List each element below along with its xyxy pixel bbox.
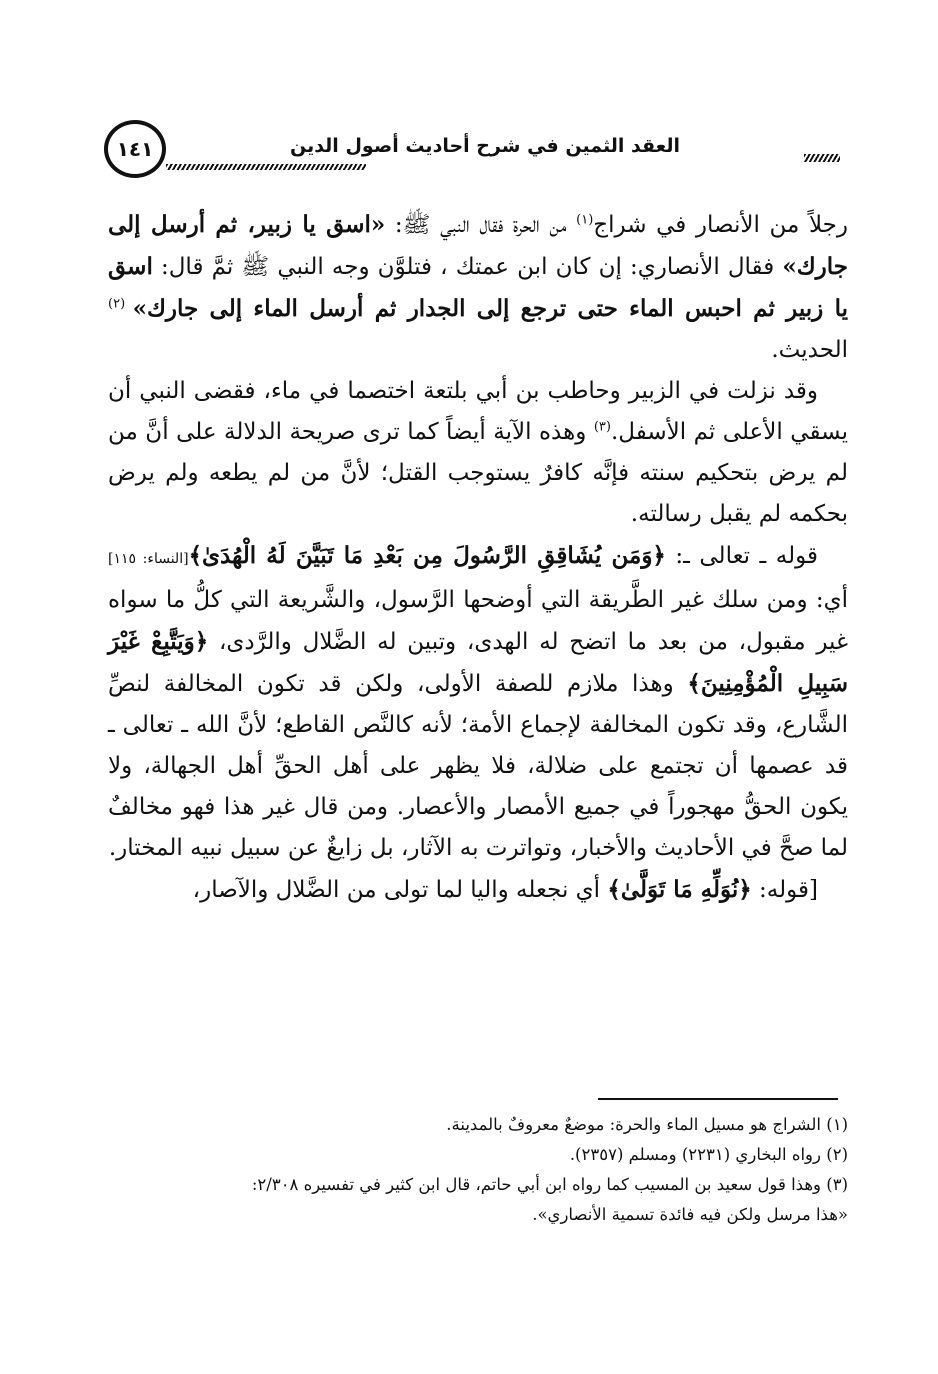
text-run: رجلاً من الأنصار في شراج [593, 212, 848, 238]
main-text [108, 204, 848, 911]
paragraph-1 [108, 204, 848, 371]
footnote-marker: (٢) [108, 296, 133, 312]
verse-reference: [النساء: ١١٥] [108, 551, 189, 567]
hadith-quote: اسق يا زبير ثم احبس الماء حتى ترجع إلى الجدار ثم أرسل الماء إلى جارك» [108, 253, 848, 322]
footnote-2: (٢) رواه البخاري (٢٢٣١) ومسلم (٢٣٥٧). [569, 1145, 848, 1164]
footnote-3: (٣) وهذا قول سعيد بن المسيب كما رواه ابن أبي حاتم، قال ابن كثير في تفسيره ٢/٣٠٨: [251, 1175, 848, 1194]
text-run: [قوله: [751, 877, 818, 903]
text-run: من الحرة فقال النبي ﷺ: [385, 212, 577, 238]
text-run: وهذه الآية أيضاً كما ترى صريحة الدلالة على أنَّ من لم يرض بتحكيم سنته فإنَّه كافرٌ يستوجب القتل؛ لأنَّ من لم يطعه ولم يرض بحكمه لم يقبل رسالته. [108, 419, 848, 527]
text-run: فقال الأنصاري: إن كان ابن عمتك ، فتلوَّن وجه النبي ﷺ ثمَّ قال: [152, 254, 783, 280]
footnote-marker: (٣) [593, 419, 611, 435]
footnote-separator [598, 1098, 838, 1100]
paragraph-3 [108, 535, 848, 869]
running-header [100, 118, 840, 188]
text-run: أي: ومن سلك غير الطَّريقة التي أوضحها الرَّسول، والشَّريعة التي كلُّ ما سواه غير مقبول، من بعد ما اتضح له الهدى، وتبين له الضَّلال والرَّدى، [108, 587, 848, 655]
text-run: وهذا ملازم للصفة الأولى، ولكن قد تكون المخالفة لنصِّ الشَّارع، وقد تكون المخالفة لإجماع الأمة؛ لأنه كالنَّص القاطع؛ لأنَّ الله ـ تعالى ـ قد عصمها أن تجتمع على ضلالة، فلا يظهر على أهل الحقِّ أهل الجهالة، ولا يكون الحقُّ مهجوراً في جميع الأمصار والأعصار. ومن قال غير هذا فهو مخالفٌ لما صحَّ في الأحاديث والأخبار، وتواترت به الآثار، بل زايغٌ عن سبيل نبيه المختار. [108, 671, 848, 861]
text-run: الحديث. [771, 337, 848, 363]
text-run: وقد نزلت في الزبير وحاطب بن أبي بلتعة اختصما في ماء، فقضى النبي أن يسقي الأعلى ثم الأسفل. [108, 378, 848, 445]
quran-verse: ﴿وَيَتَّبِعْ غَيْرَ سَبِيلِ الْمُؤْمِنِينَ﴾ [108, 628, 848, 697]
hadith-quote: «اسق يا زبير، ثم أرسل إلى جارك» [108, 211, 848, 280]
text-run: أي نجعله واليا لما تولى من الضَّلال والآصار، [192, 877, 608, 903]
footnotes [108, 1110, 848, 1230]
paragraph-2 [108, 371, 848, 535]
quran-verse: ﴿نُوَلِّهِ مَا تَوَلَّىٰ﴾ [607, 876, 752, 903]
header-rule [166, 164, 366, 170]
footnote-3-continuation: «هذا مرسل ولكن فيه فائدة تسمية الأنصاري». [532, 1205, 848, 1224]
text-run: قوله ـ تعالى ـ: [665, 543, 818, 569]
footnote-marker: (١) [576, 212, 594, 228]
book-title: العقد الثمين في شرح أحاديث أصول الدين [289, 135, 680, 157]
page-number: ١٤١ [104, 120, 166, 178]
paragraph-4 [108, 869, 848, 911]
footnote-1: (١) الشراج هو مسيل الماء والحرة: موضعٌ معروفٌ بالمدينة. [446, 1115, 848, 1134]
quran-verse: ﴿وَمَن يُشَاقِقِ الرَّسُولَ مِن بَعْدِ مَا تَبَيَّنَ لَهُ الْهُدَىٰ﴾ [188, 542, 666, 569]
header-ornament [804, 154, 840, 162]
